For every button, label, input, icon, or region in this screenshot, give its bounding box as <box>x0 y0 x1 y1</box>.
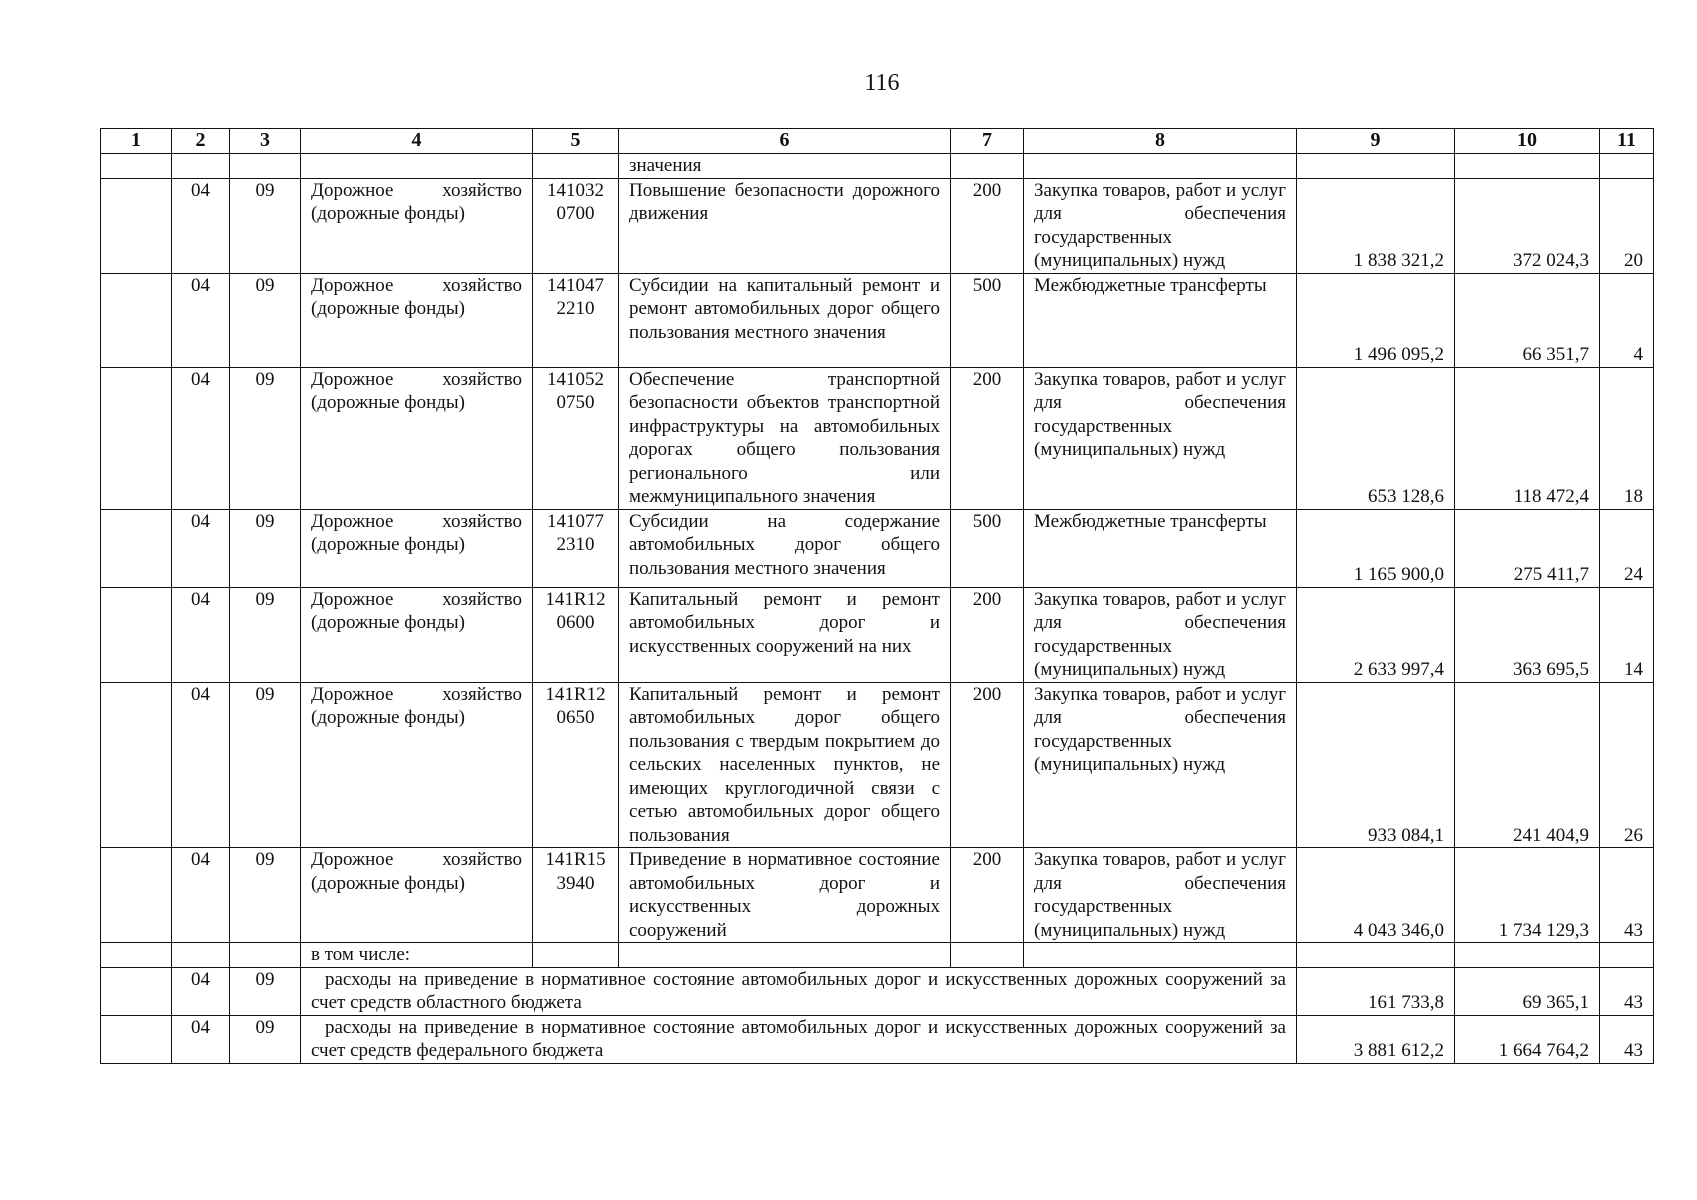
expense-type-name: Закупка товаров, работ и услуг для обеспечения государственных (муниципальных) нужд <box>1024 178 1297 273</box>
expense-description: расходы на приведение в нормативное состояние автомобильных дорог и искусственных дорожных сооружений за счет средств федерального бюджета <box>301 1015 1297 1063</box>
including-row <box>101 943 1654 968</box>
expense-description: Капитальный ремонт и ремонт автомобильных дорог общего пользования с твердым покрытием до сельских населенных пунктов, не имеющих круглогодичной связи с сетью автомобильных дорог общего пользования <box>619 682 951 848</box>
section-code: 04 <box>172 178 230 273</box>
expense-type-code: 500 <box>951 509 1024 587</box>
subsection-code: 09 <box>230 967 301 1015</box>
amount-col9: 1 496 095,2 <box>1297 273 1455 367</box>
target-code: 141047 2210 <box>533 273 619 367</box>
target-code: 141077 2310 <box>533 509 619 587</box>
amount-col11: 14 <box>1600 587 1654 682</box>
table-row <box>101 178 1654 273</box>
section-code: 04 <box>172 682 230 848</box>
column-header: 11 <box>1600 129 1654 154</box>
column-header: 10 <box>1455 129 1600 154</box>
amount-col9: 933 084,1 <box>1297 682 1455 848</box>
amount-col11: 4 <box>1600 273 1654 367</box>
subsection-code: 09 <box>230 367 301 509</box>
section-code: 04 <box>172 273 230 367</box>
section-name: Дорожное хозяйство (дорожные фонды) <box>301 367 533 509</box>
amount-col11: 24 <box>1600 509 1654 587</box>
target-code: 141R15 3940 <box>533 848 619 943</box>
expense-type-code: 200 <box>951 367 1024 509</box>
table-row <box>101 367 1654 509</box>
subsection-code: 09 <box>230 178 301 273</box>
column-header: 3 <box>230 129 301 154</box>
column-header: 9 <box>1297 129 1455 154</box>
amount-col10: 241 404,9 <box>1455 682 1600 848</box>
subsection-code: 09 <box>230 682 301 848</box>
expense-type-code: 200 <box>951 848 1024 943</box>
expense-description: Субсидии на капитальный ремонт и ремонт автомобильных дорог общего пользования местного значения <box>619 273 951 367</box>
expense-type-code: 200 <box>951 178 1024 273</box>
column-header: 6 <box>619 129 951 154</box>
column-header: 4 <box>301 129 533 154</box>
section-code: 04 <box>172 848 230 943</box>
budget-table <box>100 128 1654 1064</box>
section-code: 04 <box>172 967 230 1015</box>
amount-col10: 118 472,4 <box>1455 367 1600 509</box>
table-row <box>101 273 1654 367</box>
expense-type-name: Межбюджетные трансферты <box>1024 509 1297 587</box>
expense-description: расходы на приведение в нормативное состояние автомобильных дорог и искусственных дорожных сооружений за счет средств областного бюджета <box>301 967 1297 1015</box>
expense-type-code: 500 <box>951 273 1024 367</box>
continuation-desc: значения <box>619 154 951 179</box>
subtable-row <box>101 1015 1654 1063</box>
expense-description: Капитальный ремонт и ремонт автомобильных дорог и искусственных сооружений на них <box>619 587 951 682</box>
section-name: Дорожное хозяйство (дорожные фонды) <box>301 178 533 273</box>
amount-col9: 653 128,6 <box>1297 367 1455 509</box>
column-header: 2 <box>172 129 230 154</box>
expense-type-name: Закупка товаров, работ и услуг для обеспечения государственных (муниципальных) нужд <box>1024 682 1297 848</box>
table-row <box>101 587 1654 682</box>
page-number: 116 <box>864 70 900 96</box>
expense-type-name: Межбюджетные трансферты <box>1024 273 1297 367</box>
expense-description: Приведение в нормативное состояние автомобильных дорог и искусственных дорожных сооружений <box>619 848 951 943</box>
section-code: 04 <box>172 587 230 682</box>
column-header: 8 <box>1024 129 1297 154</box>
amount-col11: 43 <box>1600 848 1654 943</box>
subsection-code: 09 <box>230 509 301 587</box>
target-code: 141052 0750 <box>533 367 619 509</box>
column-header: 7 <box>951 129 1024 154</box>
continuation-row <box>101 154 1654 179</box>
expense-description: Повышение безопасности дорожного движения <box>619 178 951 273</box>
table-row <box>101 848 1654 943</box>
amount-col11: 43 <box>1600 1015 1654 1063</box>
amount-col9: 1 838 321,2 <box>1297 178 1455 273</box>
amount-col9: 2 633 997,4 <box>1297 587 1455 682</box>
expense-description: Обеспечение транспортной безопасности объектов транспортной инфраструктуры на автомобильных дорогах общего пользования регионального или межмуниципального значения <box>619 367 951 509</box>
section-code: 04 <box>172 509 230 587</box>
amount-col9: 3 881 612,2 <box>1297 1015 1455 1063</box>
expense-type-name: Закупка товаров, работ и услуг для обеспечения государственных (муниципальных) нужд <box>1024 587 1297 682</box>
amount-col11: 43 <box>1600 967 1654 1015</box>
expense-type-name: Закупка товаров, работ и услуг для обеспечения государственных (муниципальных) нужд <box>1024 367 1297 509</box>
column-header: 5 <box>533 129 619 154</box>
section-name: Дорожное хозяйство (дорожные фонды) <box>301 848 533 943</box>
section-name: Дорожное хозяйство (дорожные фонды) <box>301 682 533 848</box>
amount-col9: 1 165 900,0 <box>1297 509 1455 587</box>
amount-col11: 26 <box>1600 682 1654 848</box>
subsection-code: 09 <box>230 587 301 682</box>
amount-col10: 1 734 129,3 <box>1455 848 1600 943</box>
expense-type-name: Закупка товаров, работ и услуг для обеспечения государственных (муниципальных) нужд <box>1024 848 1297 943</box>
amount-col10: 372 024,3 <box>1455 178 1600 273</box>
amount-col10: 275 411,7 <box>1455 509 1600 587</box>
amount-col10: 69 365,1 <box>1455 967 1600 1015</box>
including-label: в том числе: <box>301 943 533 968</box>
amount-col11: 20 <box>1600 178 1654 273</box>
section-name: Дорожное хозяйство (дорожные фонды) <box>301 509 533 587</box>
amount-col9: 161 733,8 <box>1297 967 1455 1015</box>
target-code: 141032 0700 <box>533 178 619 273</box>
amount-col10: 363 695,5 <box>1455 587 1600 682</box>
amount-col10: 1 664 764,2 <box>1455 1015 1600 1063</box>
subsection-code: 09 <box>230 1015 301 1063</box>
subtable-row <box>101 967 1654 1015</box>
amount-col9: 4 043 346,0 <box>1297 848 1455 943</box>
amount-col10: 66 351,7 <box>1455 273 1600 367</box>
expense-type-code: 200 <box>951 682 1024 848</box>
table-row <box>101 509 1654 587</box>
column-header: 1 <box>101 129 172 154</box>
expense-description: Субсидии на содержание автомобильных дорог общего пользования местного значения <box>619 509 951 587</box>
expense-type-code: 200 <box>951 587 1024 682</box>
table-row <box>101 682 1654 848</box>
target-code: 141R12 0600 <box>533 587 619 682</box>
target-code: 141R12 0650 <box>533 682 619 848</box>
section-code: 04 <box>172 367 230 509</box>
section-name: Дорожное хозяйство (дорожные фонды) <box>301 587 533 682</box>
subsection-code: 09 <box>230 273 301 367</box>
section-code: 04 <box>172 1015 230 1063</box>
subsection-code: 09 <box>230 848 301 943</box>
section-name: Дорожное хозяйство (дорожные фонды) <box>301 273 533 367</box>
amount-col11: 18 <box>1600 367 1654 509</box>
table-header <box>101 129 1654 154</box>
